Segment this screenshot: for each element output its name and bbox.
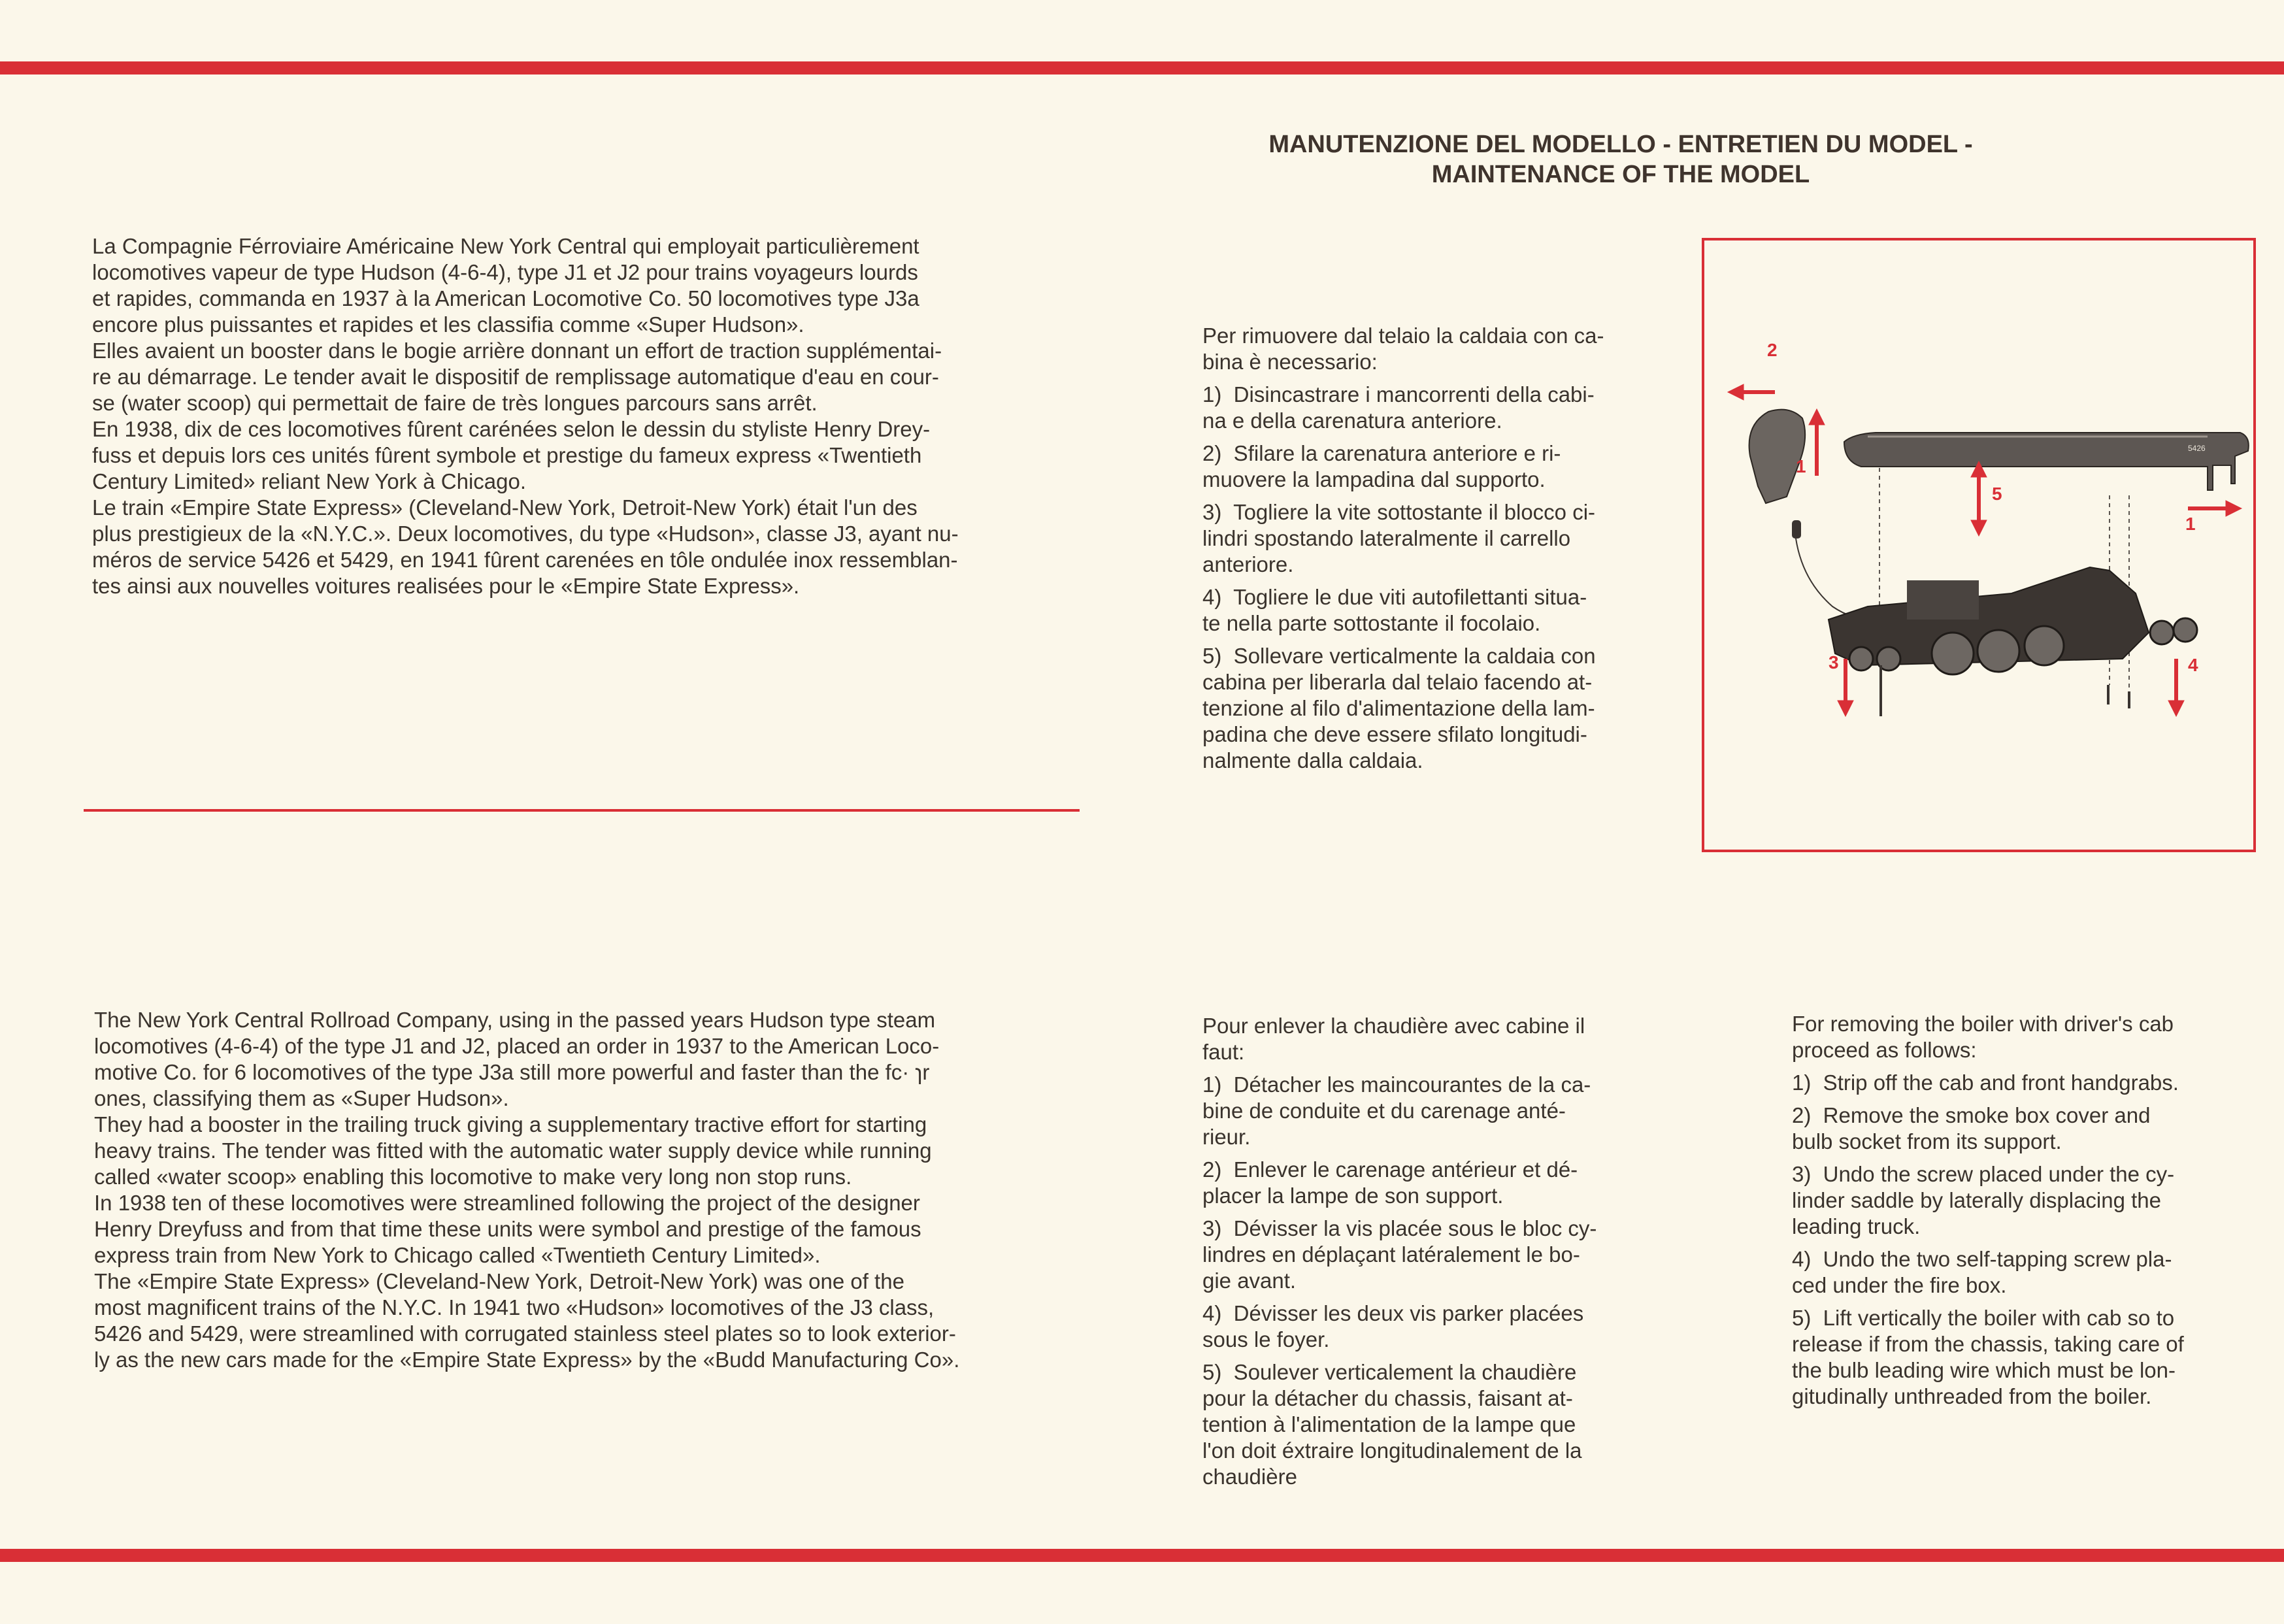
top-red-border [0,61,2284,75]
text-line: La Compagnie Férroviaire Américaine New York Central qui employait particulièrement [92,234,919,258]
instructions-intro: Per rimuovere dal telaio la caldaia con ca- bina è necessario: [1202,323,1604,374]
section-divider [84,809,1080,812]
page-title [1242,129,2000,190]
step-item: 5) Lift vertically the boiler with cab so to release if from the chassis, taking care of the bulb leading wire which must be lon- gitudinally unthreaded from the boiler. [1792,1306,2184,1408]
step-item: 1) Strip off the cab and front handgrabs. [1792,1070,2179,1095]
step-item: 2) Remove the smoke box cover and bulb socket from its support. [1792,1103,2151,1153]
english-instructions [1792,1011,2249,1410]
step-item: 5) Soulever verticalement la chaudière pour la détacher du chassis, faisant at- tention à l'alimentation de la lampe que l'on doit éxtraire longitudinalement de la chaudière [1202,1360,1582,1489]
arrow-down-icon [1838,701,1853,716]
english-history-text [94,1007,1074,1373]
step-item: 5) Sollevare verticalmente la caldaia con cabina per liberarla dal telaio facendo at- tenzione al filo d'alimentazione della lam- padina che deve essere sfilato longitudi- nalmente dalla caldaia. [1202,644,1596,772]
title-line-2: MAINTENANCE OF THE MODEL [1431,161,1810,188]
text-line: encore plus puissantes et rapides et les classifia comme «Super Hudson». [92,312,804,337]
instructions-intro: For removing the boiler with driver's cab proceed as follows: [1792,1012,2174,1062]
text-line: En 1938, dix de ces locomotives fûrent carénées selon le dessin du styliste Henry Drey- [92,417,931,441]
step-item: 4) Undo the two self-tapping screw pla- ced under the fire box. [1792,1247,2172,1297]
arrow-left-icon [1728,384,1744,400]
text-line: Le train «Empire State Express» (Cleveland-New York, Detroit-New York) était l'un des [92,495,918,520]
text-line: heavy trains. The tender was fitted with the automatic water supply device while running [94,1138,932,1163]
text-line: called «water scoop» enabling this locomotive to make very long non stop runs. [94,1165,852,1189]
step-item: 4) Dévisser les deux vis parker placées sous le foyer. [1202,1301,1584,1351]
figure-label-1: 1 [1796,456,1806,476]
driving-wheel [1978,630,2019,672]
step-item: 2) Enlever le carenage antérieur et dé- placer la lampe de son support. [1202,1157,1578,1208]
step-item: 4) Togliere le due viti autofilettanti situa- te nella parte sottostante il focolaio. [1202,585,1587,635]
driving-wheel [1932,633,1974,674]
arrow-down-icon [2168,701,2184,716]
text-line: Elles avaient un booster dans le bogie arrière donnant un effort de traction supplémentai- [92,339,942,363]
french-instructions [1202,1013,1660,1490]
text-line: locomotives (4-6-4) of the type J1 and J2, placed an order in 1937 to the American Loco- [94,1034,940,1058]
bulb [1792,520,1801,539]
figure-label-1-right: 1 [2185,514,2196,534]
text-line: locomotives vapeur de type Hudson (4-6-4), type J1 et J2 pour trains voyageurs lourds [92,260,918,284]
text-line: se (water scoop) qui permettait de faire de très longues parcours sans arrêt. [92,391,818,415]
text-line: plus prestigieux de la «N.Y.C.». Deux locomotives, du type «Hudson», classe J3, ayant nu- [92,522,959,546]
text-line: méros de service 5426 et 5429, en 1941 fûrent carenées en tôle ondulée inox ressemblan- [92,548,958,572]
arrow-right-icon [2226,501,2242,516]
text-line: 5426 and 5429, were streamlined with corrugated stainless steel plates so to look exterior- [94,1321,956,1346]
locomotive-exploded-drawing [1704,240,2253,850]
text-line: fuss et depuis lors ces unités fûrent symbole et prestige du fameux express «Twentieth [92,443,922,467]
cylinder-block [1907,580,1979,620]
instructions-intro: Pour enlever la chaudière avec cabine il faut: [1202,1014,1585,1064]
step-item: 3) Dévisser la vis placée sous le bloc cy- lindres en déplaçant latéralement le bo- gie avant. [1202,1216,1597,1293]
trailing-truck-wheel [2150,621,2174,644]
text-line: ly as the new cars made for the «Empire State Express» by the «Budd Manufacturing Co». [94,1348,960,1372]
text-line: motive Co. for 6 locomotives of the type J3a still more powerful and faster than the fc· ɿr [94,1060,930,1084]
text-line: Century Limited» reliant New York à Chicago. [92,469,527,493]
step-item: 2) Sfilare la carenatura anteriore e ri- muovere la lampadina dal supporto. [1202,441,1561,491]
step-item: 3) Undo the screw placed under the cy- linder saddle by laterally displacing the leading truck. [1792,1162,2175,1238]
french-history-text [92,233,1072,599]
text-line: express train from New York to Chicago called «Twentieth Century Limited». [94,1243,821,1267]
figure-label-2: 2 [1767,340,1778,360]
arrow-updown-icon [1971,520,1987,536]
arrow-up-icon [1809,409,1825,425]
text-line: most magnificent trains of the N.Y.C. In 1941 two «Hudson» locomotives of the J3 class, [94,1295,935,1319]
figure-label-4: 4 [2188,655,2198,675]
step-item: 1) Détacher les maincourantes de la ca- bine de conduite et du carenage anté- rieur. [1202,1072,1591,1149]
text-line: The New York Central Rollroad Company, using in the passed years Hudson type steam [94,1008,936,1032]
text-line: The «Empire State Express» (Cleveland-New York, Detroit-New York) was one of the [94,1269,904,1293]
text-line: They had a booster in the trailing truck giving a supplementary tractive effort for starting [94,1112,927,1136]
boiler-shell [1844,433,2249,490]
boiler-number: 5426 [2188,444,2206,453]
step-item: 1) Disincastrare i mancorrenti della cabi- na e della carenatura anteriore. [1202,382,1595,433]
text-line: ones, classifying them as «Super Hudson». [94,1086,509,1110]
text-line: et rapides, commanda en 1937 à la American Locomotive Co. 50 locomotives type J3a [92,286,919,310]
title-line-1: MANUTENZIONE DEL MODELLO - ENTRETIEN DU MODEL - [1268,131,1973,158]
disassembly-figure [1702,238,2256,852]
figure-label-5: 5 [1992,484,2002,504]
text-line: Henry Dreyfuss and from that time these units were symbol and prestige of the famous [94,1217,921,1241]
trailing-truck-wheel [2174,618,2197,642]
italian-instructions [1202,323,1660,774]
leading-truck-wheel [1849,647,1873,671]
figure-label-3: 3 [1829,652,1839,672]
text-line: In 1938 ten of these locomotives were streamlined following the project of the designer [94,1191,920,1215]
step-item: 3) Togliere la vite sottostante il blocco ci- lindri spostando lateralmente il carrello anteriore. [1202,500,1596,576]
driving-wheel [2025,626,2064,665]
bottom-red-border [0,1549,2284,1562]
text-line: re au démarrage. Le tender avait le dispositif de remplissage automatique d'eau en cour- [92,365,939,389]
text-line: tes ainsi aux nouvelles voitures realisées pour le «Empire State Express». [92,574,800,598]
